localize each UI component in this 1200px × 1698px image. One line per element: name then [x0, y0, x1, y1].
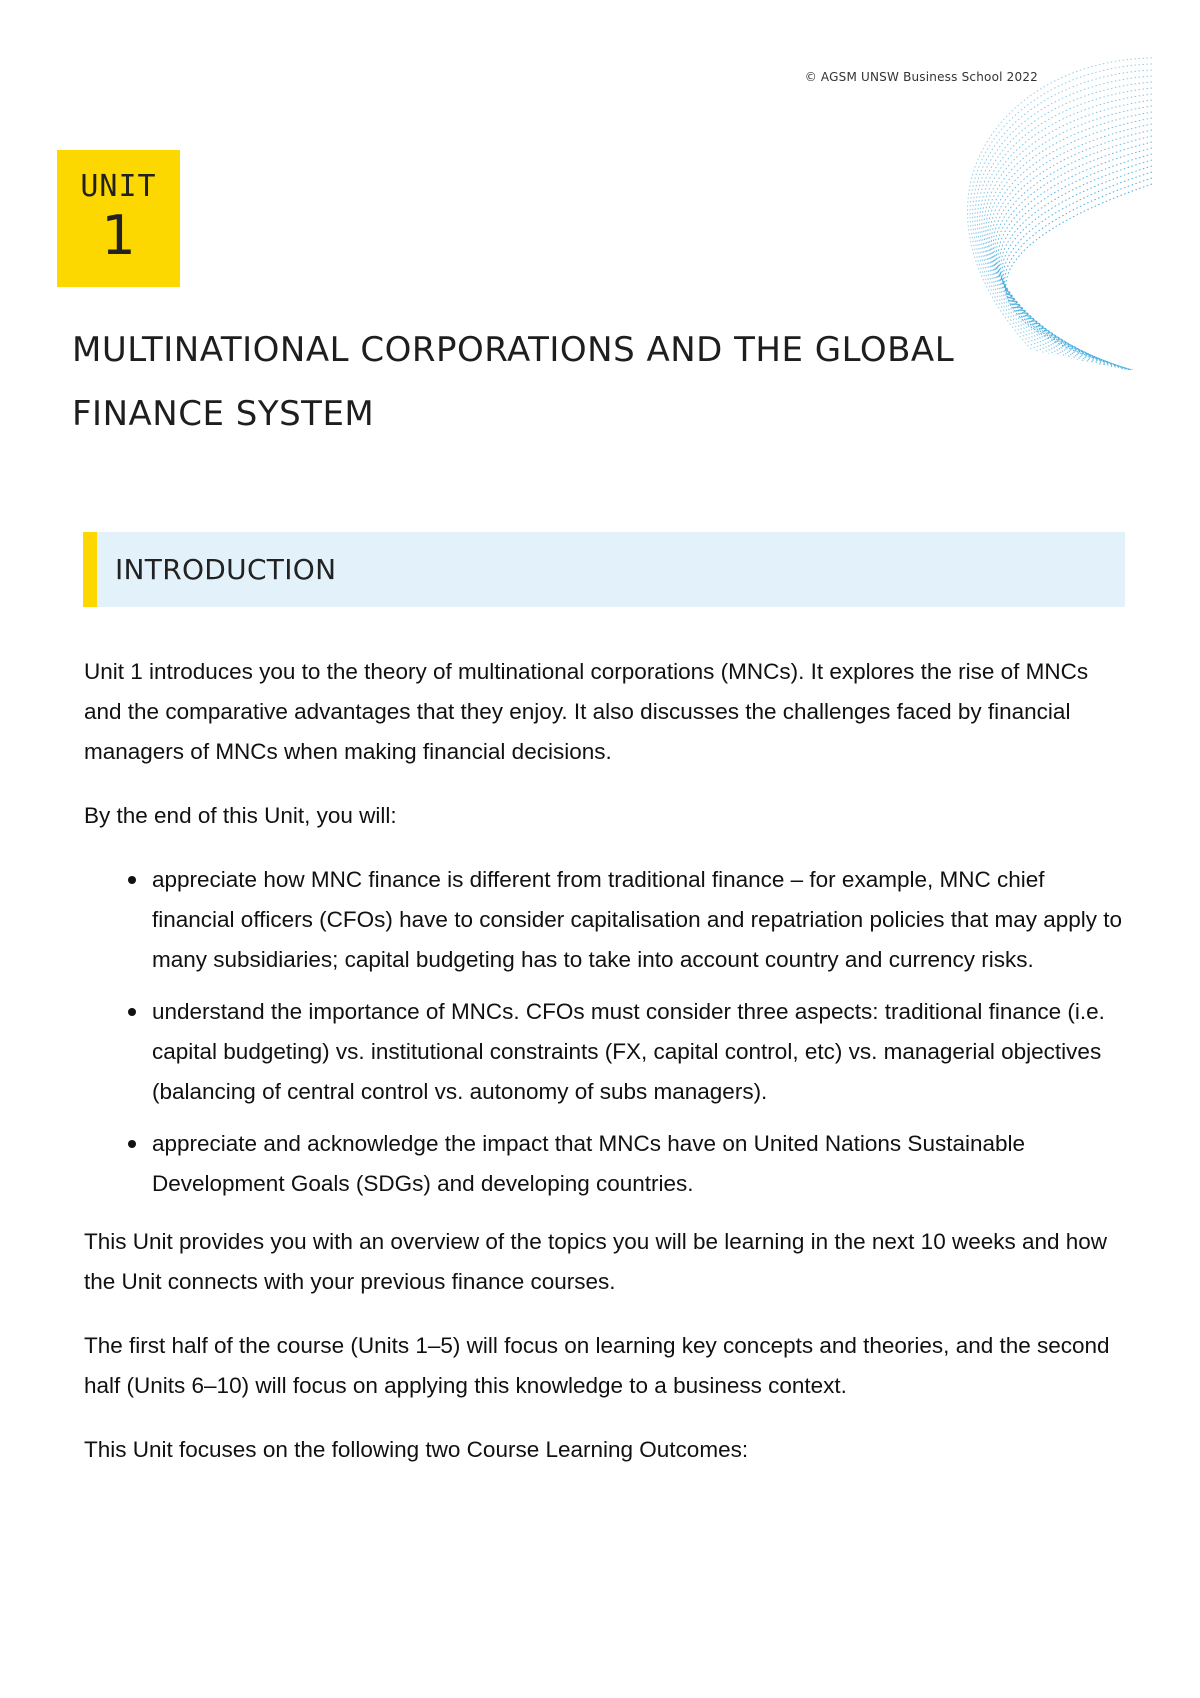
- list-item-text: appreciate how MNC finance is different from traditional finance – for example, MNC chief financial officers (CFOs) have to consider capitalisation and repatriation policies that may apply to many subsidiaries; capital budgeting has to take into account country and currency risks.: [152, 867, 1123, 972]
- section-accent-bar: [83, 532, 97, 607]
- section-heading-banner: [83, 532, 1125, 607]
- intro-paragraph: Unit 1 introduces you to the theory of multinational corporations (MNCs). It explores the rise of MNCs and the comparative advantages that they enjoy. It also discusses the challenges faced by financial managers of MNCs when making financial decisions.: [84, 659, 1089, 764]
- page-title-line-2: FINANCE SYSTEM: [72, 394, 375, 434]
- page-title-line-1: MULTINATIONAL CORPORATIONS AND THE GLOBAL: [72, 330, 955, 370]
- objectives-list: [84, 860, 1124, 1204]
- unit-badge: [57, 150, 180, 287]
- course-structure-paragraph: The first half of the course (Units 1–5) will focus on learning key concepts and theories, and the second half (Units 6–10) will focus on applying this knowledge to a business context.: [84, 1333, 1110, 1398]
- unit-number: 1: [101, 204, 136, 268]
- copyright-notice: © AGSM UNSW Business School 2022: [804, 70, 1038, 84]
- list-item: [152, 1124, 1124, 1204]
- main-content: [84, 652, 1124, 1494]
- list-item: [152, 860, 1124, 980]
- bullet-dot-icon: [128, 876, 136, 884]
- section-heading: INTRODUCTION: [115, 553, 337, 586]
- page-title: [72, 318, 1072, 446]
- objectives-lead: By the end of this Unit, you will:: [84, 803, 397, 828]
- overview-paragraph: This Unit provides you with an overview of the topics you will be learning in the next 10 weeks and how the Unit connects with your previous finance courses.: [84, 1229, 1108, 1294]
- list-item: [152, 992, 1124, 1112]
- outcomes-lead: This Unit focuses on the following two Course Learning Outcomes:: [84, 1437, 749, 1462]
- bullet-dot-icon: [128, 1008, 136, 1016]
- bullet-dot-icon: [128, 1140, 136, 1148]
- list-item-text: understand the importance of MNCs. CFOs must consider three aspects: traditional finance (i.e. capital budgeting) vs. institutional constraints (FX, capital control, etc) vs. managerial objectives (balancing of central control vs. autonomy of subs managers).: [152, 999, 1105, 1104]
- list-item-text: appreciate and acknowledge the impact that MNCs have on United Nations Sustainable Development Goals (SDGs) and developing countries.: [152, 1131, 1026, 1196]
- unit-label: UNIT: [80, 169, 157, 205]
